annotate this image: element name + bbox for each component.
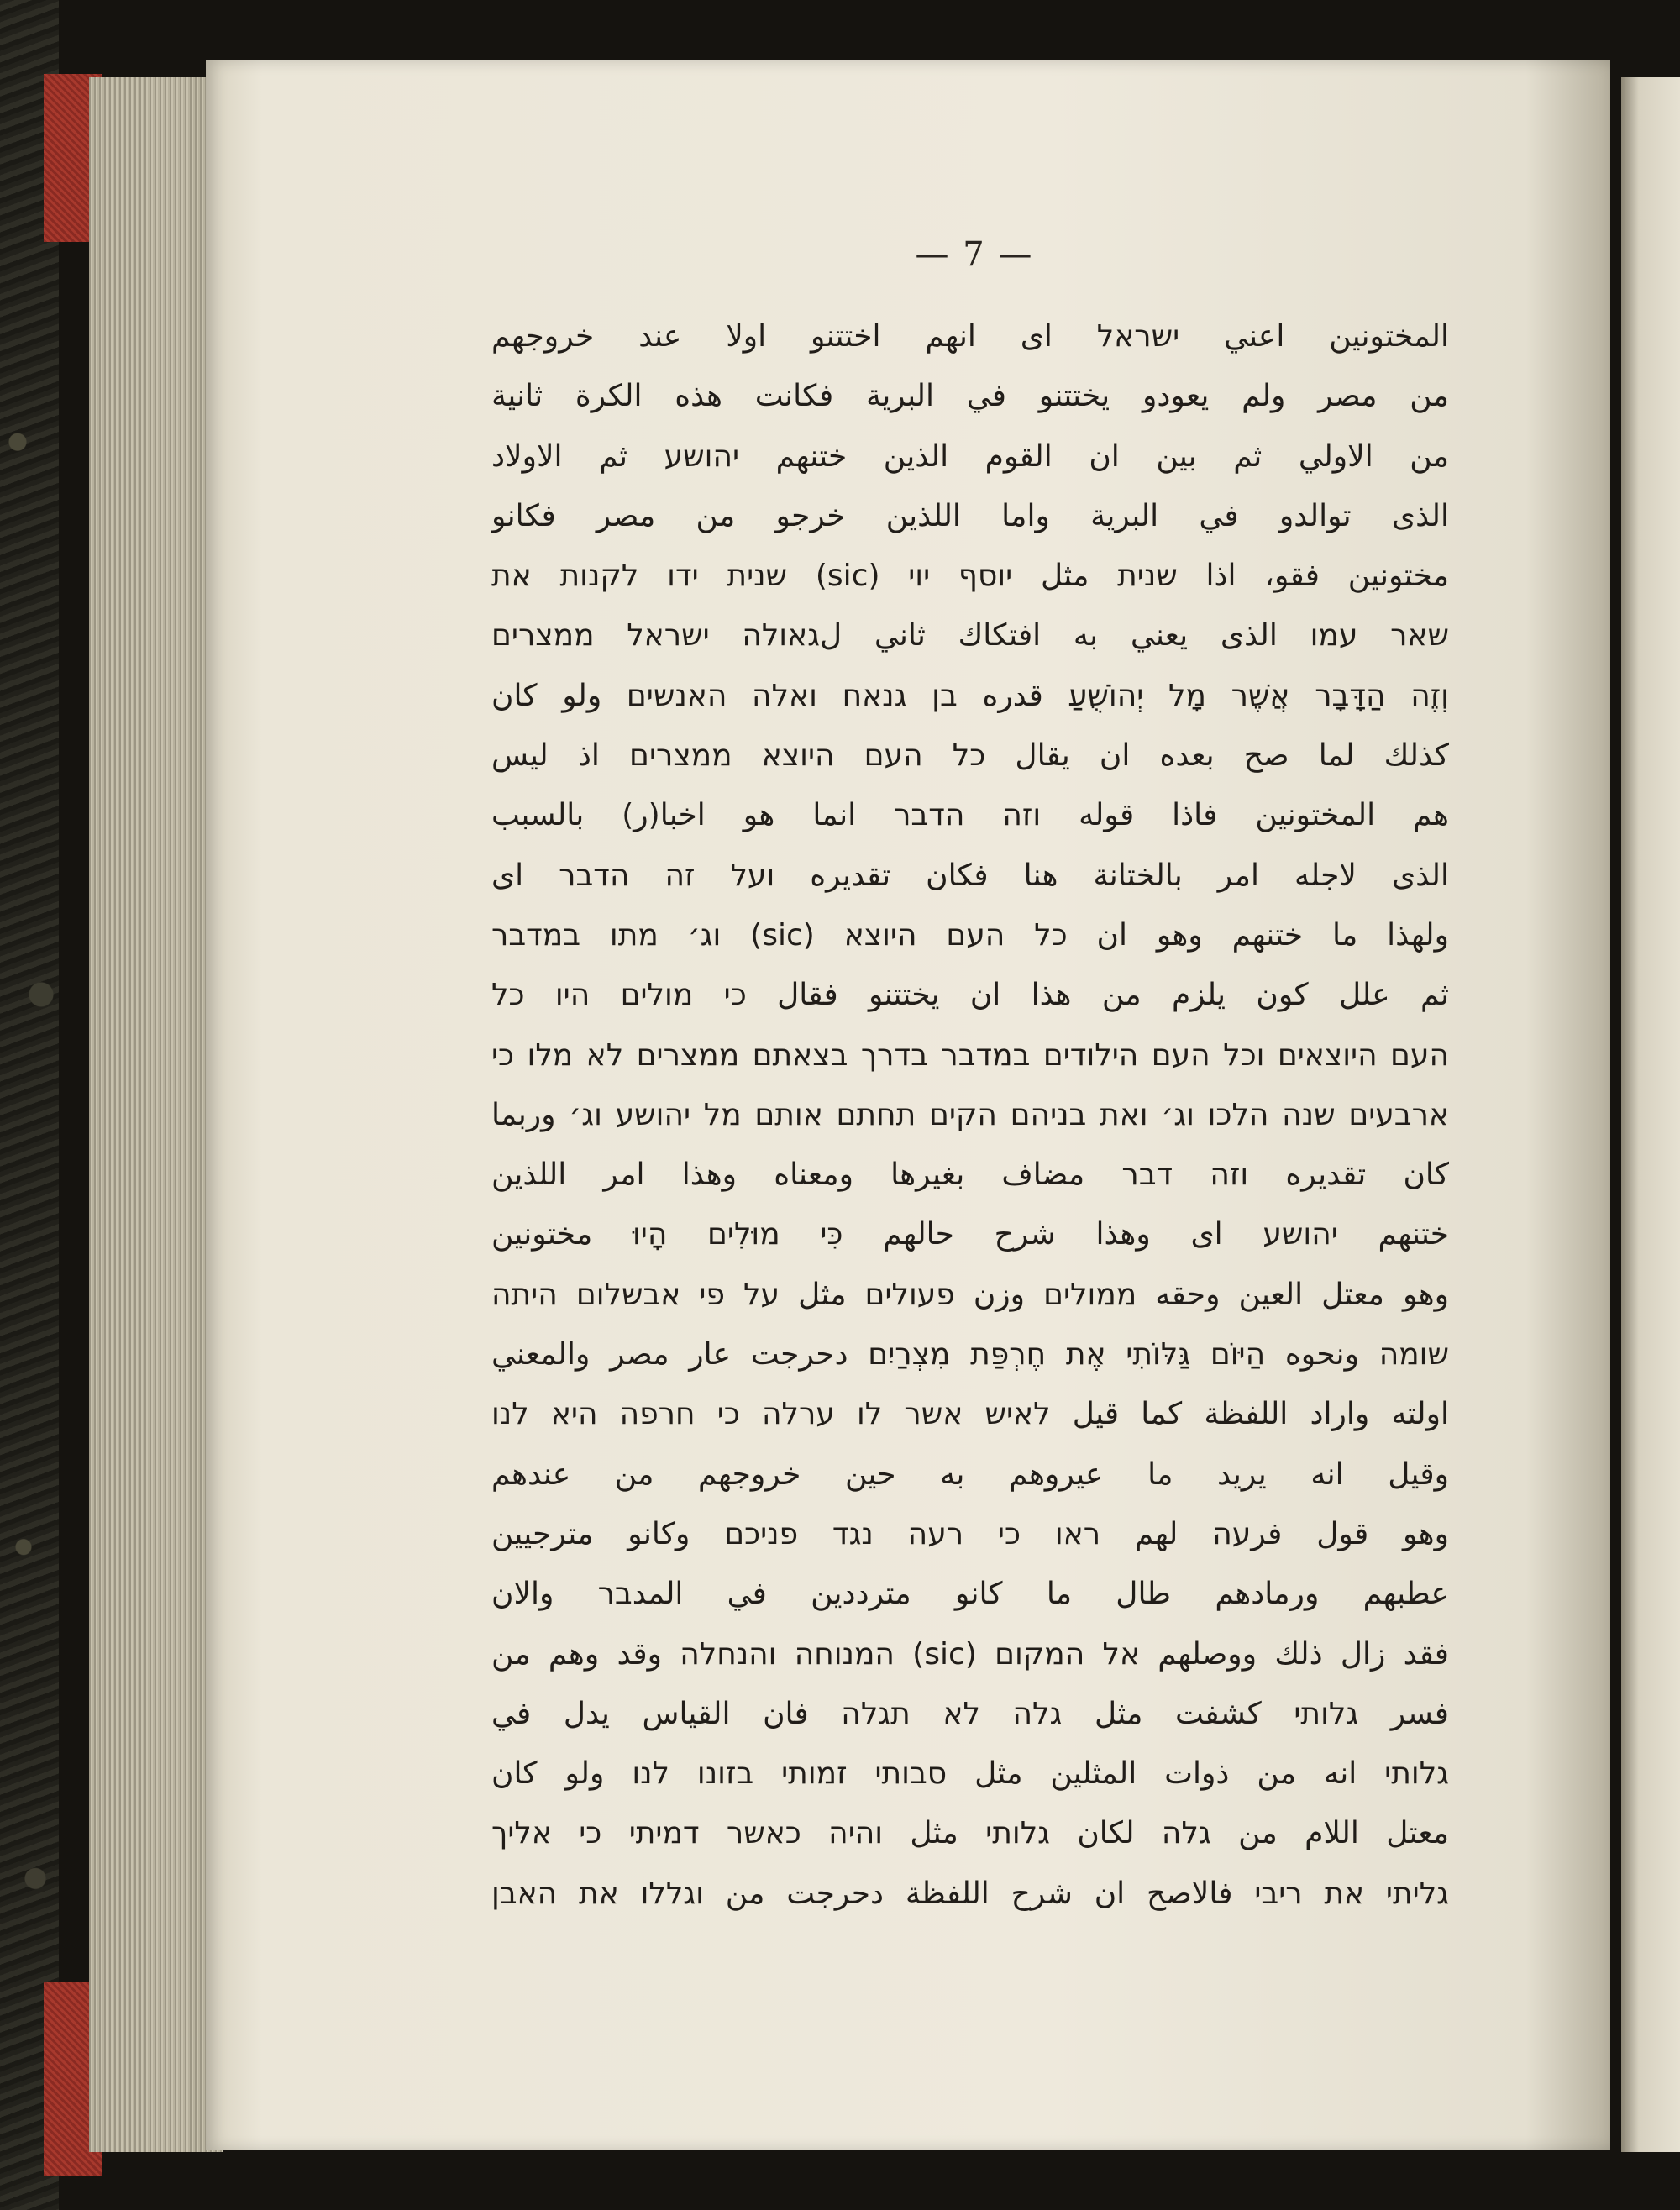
text-line: ארבעים שנה הלכו וג׳ ואת בניהם הקים תחתם אותם מל יהושע וג׳ وربما — [491, 1097, 1449, 1132]
text-line: وهو معتل العين وحقه ממולים وزن פעולים مثل על פי אבשלום היתה — [491, 1277, 1449, 1312]
text-line: ختنهم יהושע اى وهذا شرح حالهم כִּי מוּלִים הָיוּ مختونين — [491, 1217, 1449, 1252]
text-line: كذلك لما صح بعده ان يقال כל העם היוצא ממצרים اذ ليس — [491, 738, 1449, 774]
text-line: الذى توالدو في البرية واما اللذين خرجو من مصر فكانو — [491, 498, 1449, 533]
text-line: וְזֶה הַדָּבָר אֲשֶׁר מָל יְהוֹשֻׁעַ قدره בן גנאח ואלה האנשים ولو كان — [491, 678, 1449, 713]
text-line: من الاولي ثم بين ان القوم الذين ختنهم יהושע ثم الاولاد — [491, 438, 1449, 474]
text-line: مختونين فقو، اذا שנית مثل יוסף יוי (sic) שנית ידו לקנות את — [491, 559, 1449, 594]
text-line: كان تقديره וזה דבר مضاف بغيرها ومعناه وهذا امر اللذين — [491, 1157, 1449, 1193]
text-line: اولته واراد اللفظة كما قيل לאיש אשר לו ערלה כי חרפה היא לנו — [491, 1397, 1449, 1432]
text-line: שומה ونحوه הַיּוֹם גַּלּוֹתִי אֶת חֶרְפַּת מִצְרַיִם دحرجت عار مصر والمعني — [491, 1337, 1449, 1373]
body-text — [491, 307, 1449, 1924]
book-cover-left — [0, 0, 59, 2210]
text-line: שאר עמו الذى يعني به افتكاك ثاني لגאולה ישראל ממצרים — [491, 618, 1449, 654]
text-line: גלותי انه من ذوات المثلين مثل סבותי זמותי בזונו לנו ولو كان — [491, 1756, 1449, 1792]
text-line: عطبهم ورمادهم طال ما كانو مترددين في المدבר والان — [491, 1577, 1449, 1612]
text-line: وهو قول فرעה لهم ראו כי רעה נגד פניכם وكانو مترجيين — [491, 1516, 1449, 1551]
text-line: الذى لاجله امر بالختانة هنا فكان تقديره ועל זה הדבר اى — [491, 858, 1449, 893]
text-line: העם היוצאים וכל העם הילודים במדבר בדרך בצאתם ממצרים לא מלו כי — [491, 1037, 1449, 1073]
text-line: גליתי את ריבי فالاصح ان شرح اللفظة دحرجت من וגללו את האבן — [491, 1876, 1449, 1911]
facing-page-edge — [1621, 77, 1680, 2152]
text-line: من مصر ولم يعودو يختتنو في البرية فكانت هذه الكرة ثانية — [491, 379, 1449, 414]
text-line: فقد زال ذلك ووصلهم אל המקום (sic) המנוחה והנחלה وقد وهم من — [491, 1636, 1449, 1672]
page-edges — [89, 77, 223, 2152]
page-number: — 7 — — [915, 235, 1034, 274]
text-line: ولهذا ما ختنهم وهو ان כל העם היוצא (sic) וג׳ מתו במדבר — [491, 917, 1449, 953]
text-line: فسر גלותי كشفت مثل גלה לא תגלה فان القياس يدل في — [491, 1696, 1449, 1731]
text-line: هم المختونين فاذا قوله וזה הדבר انما هو اخبا(ر) بالسبب — [491, 798, 1449, 833]
text-line: وقيل انه يريد ما عيروهم به حين خروجهم من عندهم — [491, 1457, 1449, 1492]
text-line: معتل اللام من גלה لكان גלותי مثل והיה כאשר דמיתי כי אליך — [491, 1816, 1449, 1851]
text-line: ثم علل كون يلزم من هذا ان يختتنو فقال כי מולים היו כל — [491, 978, 1449, 1013]
text-line: المختونين اعني ישראל اى انهم اختتنو اولا عند خروجهم — [491, 319, 1449, 354]
